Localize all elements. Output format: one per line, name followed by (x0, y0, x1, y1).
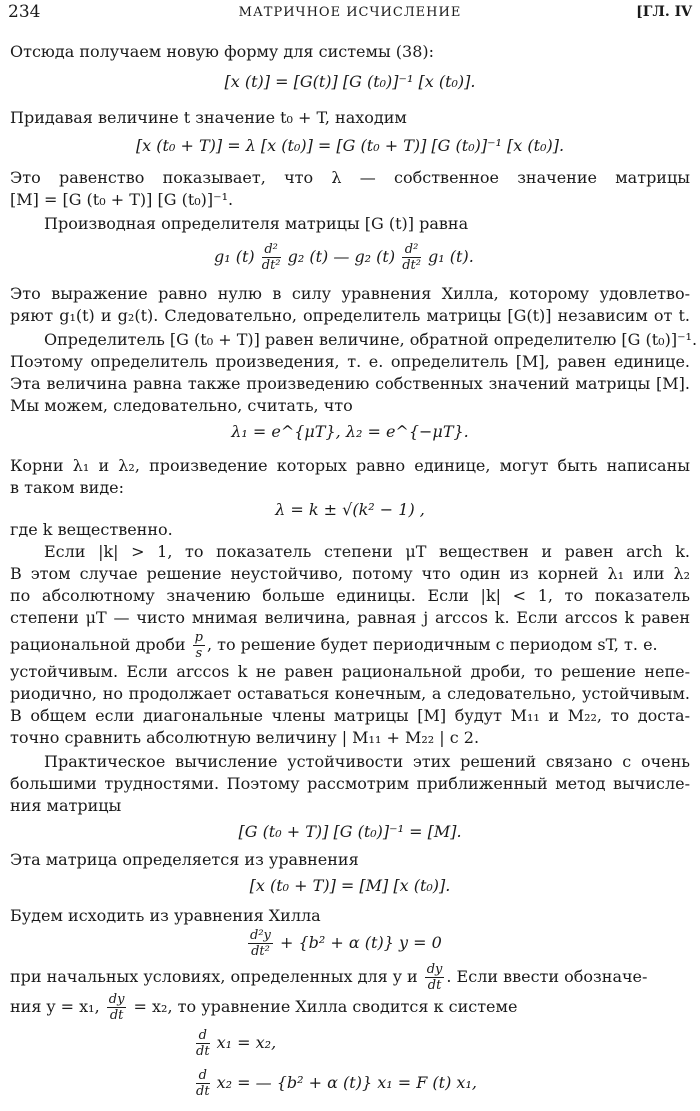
equation: $\frac{d}{dt}$ x₂ = — {b² + α (t)} x₁ = F (t) x₁, (196, 1068, 477, 1099)
equation: [x (t)] = [G(t)] [G (t₀)]⁻¹ [x (t₀)]. (224, 72, 476, 91)
text-line: при начальных условиях, определенных для y и $\frac{dy}{dt}$ . Если ввести обозначе- (10, 962, 648, 993)
text-line: Это выражение равно нулю в силу уравнения Хилла, которому удовлетво- (10, 284, 690, 303)
equation: [x (t₀ + T)] = [M] [x (t₀)]. (249, 876, 451, 895)
text-line: точно сравнить абсолютную величину | M₁₁ + M₂₂ | с 2. (10, 728, 480, 747)
equation: [x (t₀ + T)] = λ [x (t₀)] = [G (t₀ + T)] [G (t₀)]⁻¹ [x (t₀)]. (135, 136, 565, 155)
text-line: Эта матрица определяется из уравнения (10, 850, 359, 869)
text-line: риодично, но продолжает оставаться конечным, а следовательно, устойчивым. (10, 684, 690, 703)
equation: g₁ (t) $\frac{\text{d²}}{\text{dt²}}$ g₂ (t) — g₂ (t) $\frac{\text{d²}}{\text{dt²}}$ g₁ (t). (214, 242, 474, 273)
fraction: $\frac{\text{d²}}{\text{dt²}}$ (261, 242, 281, 273)
text-line: Практическое вычисление устойчивости этих решений связано с очень (44, 752, 690, 771)
fraction: $\frac{d}{dt}$ (196, 1068, 210, 1099)
text-line: Мы можем, следовательно, считать, что (10, 396, 353, 415)
equation: λ₁ = e^{μT}, λ₂ = e^{−μT}. (231, 422, 469, 441)
text-line: Придавая величине t значение t₀ + T, находим (10, 108, 407, 127)
text-line: Поэтому определитель произведения, т. е. определитель [M], равен единице. (10, 352, 690, 371)
text-line: Это равенство показывает, что λ — собственное значение матрицы (10, 168, 690, 187)
text-line: большими трудностями. Поэтому рассмотрим приближенный метод вычисле- (10, 774, 690, 793)
text-line: Если |k| > 1, то показатель степени μT веществен и равен arch k. (44, 542, 690, 561)
equation: $\frac{\text{d²y}}{\text{dt²}}$ + {b² + α (t)} y = 0 (250, 928, 442, 959)
text-line: устойчивым. Если arccos k не равен рациональной дроби, то решение непе- (10, 662, 690, 681)
fraction: $\frac{d}{dt}$ (196, 1028, 210, 1059)
text-line: Корни λ₁ и λ₂, произведение которых равно единице, могут быть написаны (10, 456, 690, 475)
fraction: $\frac{\text{d²y}}{\text{dt²}}$ (250, 928, 271, 959)
text-line: где k вещественно. (10, 520, 173, 539)
text-line: Определитель [G (t₀ + T)] равен величине, обратной определителю [G (t₀)]⁻¹. (44, 330, 698, 349)
text-line: ния y = x₁, $\frac{dy}{dt}$ = x₂, то уравнение Хилла сводится к системе (10, 992, 518, 1023)
text-line: ряют g₁(t) и g₂(t). Следовательно, определитель матрицы [G(t)] независим от t. (10, 306, 690, 325)
chapter-label: [ГЛ. IV (636, 4, 692, 20)
text-line: по абсолютному значению больше единицы. Если |k| < 1, то показатель (10, 586, 690, 605)
text-line: в таком виде: (10, 478, 125, 497)
text-line: В этом случае решение неустойчиво, потому что один из корней λ₁ или λ₂ (10, 564, 690, 583)
equation: λ = k ± √(k² − 1) , (275, 500, 425, 519)
equation: [G (t₀ + T)] [G (t₀)]⁻¹ = [M]. (238, 822, 462, 841)
running-title: МАТРИЧНОЕ ИСЧИСЛЕНИЕ (238, 5, 462, 20)
page-number: 234 (8, 2, 41, 22)
text-line: Будем исходить из уравнения Хилла (10, 906, 321, 925)
equation: $\frac{d}{dt}$ x₁ = x₂, (196, 1028, 277, 1059)
page-header (8, 2, 692, 26)
text-line: [M] = [G (t₀ + T)] [G (t₀)]⁻¹. (10, 190, 234, 209)
fraction: $\frac{p}{s}$ (194, 630, 203, 661)
text-line: Отсюда получаем новую форму для системы (38): (10, 42, 435, 61)
text-line: Эта величина равна также произведению собственных значений матрицы [M]. (10, 374, 690, 393)
fraction: $\frac{\text{d²}}{\text{dt²}}$ (402, 242, 421, 273)
fraction: $\frac{dy}{dt}$ (108, 992, 125, 1023)
text-line: рациональной дроби $\frac{p}{s}$ , то решение будет периодичным с периодом sT, т. е. (10, 630, 658, 661)
text-line: В общем если диагональные члены матрицы [M] будут M₁₁ и M₂₂, то доста- (10, 706, 690, 725)
text-line: Производная определителя матрицы [G (t)] равна (44, 214, 469, 233)
text-line: степени μT — чисто мнимая величина, равная j arccos k. Если arccos k равен (10, 608, 690, 627)
fraction: $\frac{dy}{dt}$ (426, 962, 443, 993)
text-line: ния матрицы (10, 796, 122, 815)
